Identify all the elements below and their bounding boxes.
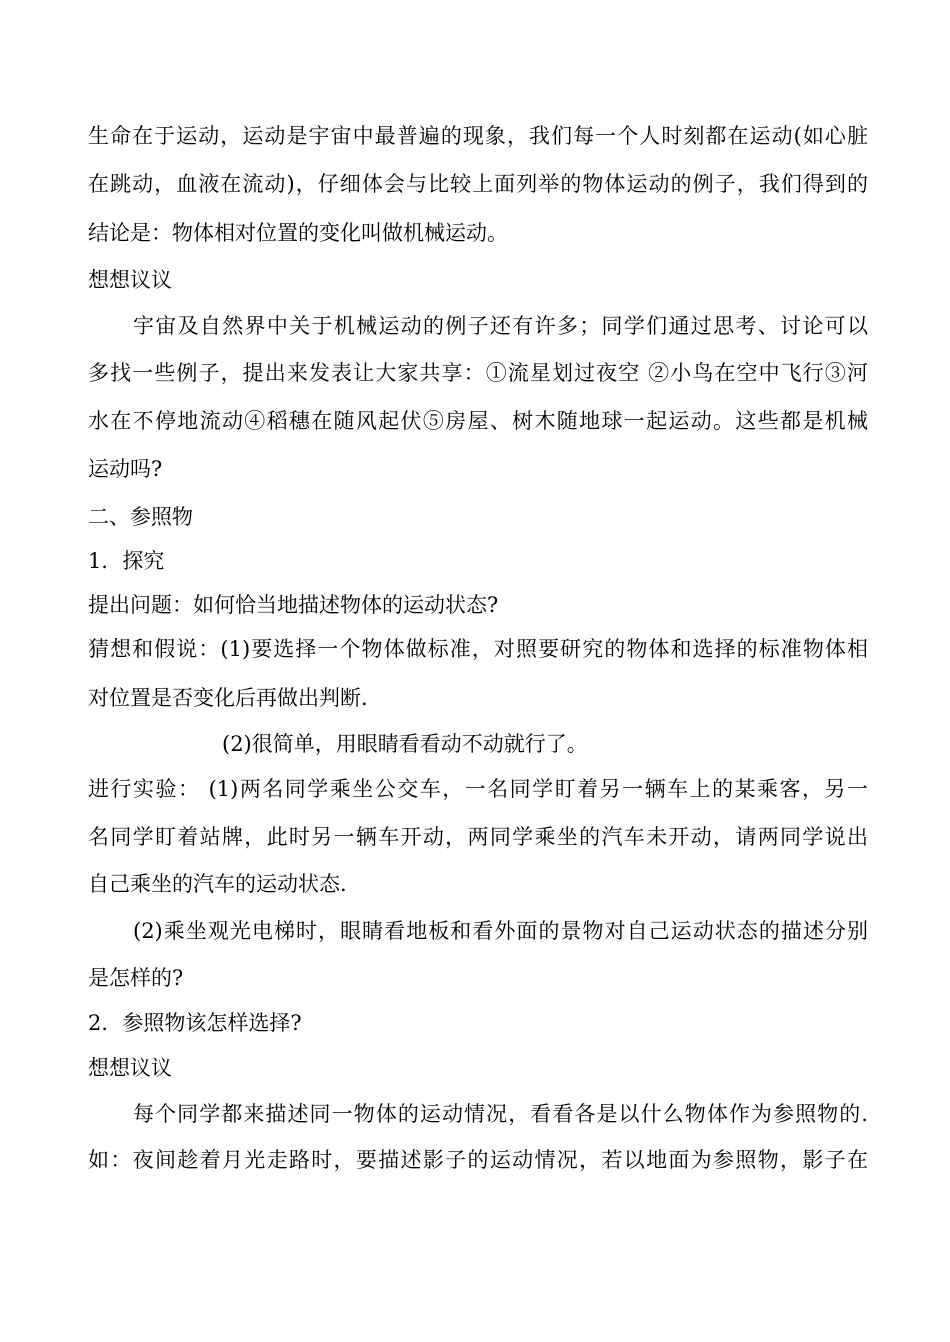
paragraph-line: 自己乘坐的汽车的运动状态. xyxy=(88,872,347,896)
paragraph-line: 如：夜间趁着月光走路时，要描述影子的运动情况，若以地面为参照物，影子在 xyxy=(88,1148,868,1172)
section-heading: 二、参照物 xyxy=(88,505,193,529)
paragraph-line: 结论是：物体相对位置的变化叫做机械运动。 xyxy=(88,221,508,245)
paragraph-line: 在跳动，血液在流动)，仔细体会与比较上面列举的物体运动的例子，我们得到的 xyxy=(88,172,868,196)
paragraph-line: 宇宙及自然界中关于机械运动的例子还有许多；同学们通过思考、讨论可以 xyxy=(133,314,868,338)
paragraph-line: 对位置是否变化后再做出判断. xyxy=(88,686,368,710)
paragraph-line: 是怎样的? xyxy=(88,966,184,990)
paragraph-line: 提出问题：如何恰当地描述物体的运动状态? xyxy=(88,593,499,617)
paragraph-line: 进行实验： (1)两名同学乘坐公交车，一名同学盯着另一辆车上的某乘客，另一 xyxy=(88,777,868,801)
paragraph-line: 生命在于运动，运动是宇宙中最普遍的现象，我们每一个人时刻都在运动(如心脏 xyxy=(88,124,868,148)
paragraph-line: 水在不停地流动④稻穗在随风起伏⑤房屋、树木随地球一起运动。这些都是机械 xyxy=(88,409,868,433)
paragraph-line: (2)很简单，用眼睛看看动不动就行了。 xyxy=(222,732,588,756)
subsection-heading: 1．探究 xyxy=(88,549,165,573)
paragraph-line: 猜想和假说：(1)要选择一个物体做标准，对照要研究的物体和选择的标准物体相 xyxy=(88,637,868,661)
paragraph-line: 每个同学都来描述同一物体的运动情况，看看各是以什么物体作为参照物的. xyxy=(133,1102,868,1126)
paragraph-line: 多找一些例子，提出来发表让大家共享：①流星划过夜空 ②小鸟在空中飞行③河 xyxy=(88,361,868,385)
subsection-heading: 2．参照物该怎样选择? xyxy=(88,1011,302,1035)
paragraph-line: (2)乘坐观光电梯时，眼睛看地板和看外面的景物对自己运动状态的描述分别 xyxy=(133,919,868,943)
paragraph-line: 运动吗? xyxy=(88,457,163,481)
section-heading: 想想议议 xyxy=(88,268,172,292)
paragraph-line: 名同学盯着站牌，此时另一辆车开动，两同学乘坐的汽车未开动，请两同学说出 xyxy=(88,825,868,849)
section-heading: 想想议议 xyxy=(88,1056,172,1080)
